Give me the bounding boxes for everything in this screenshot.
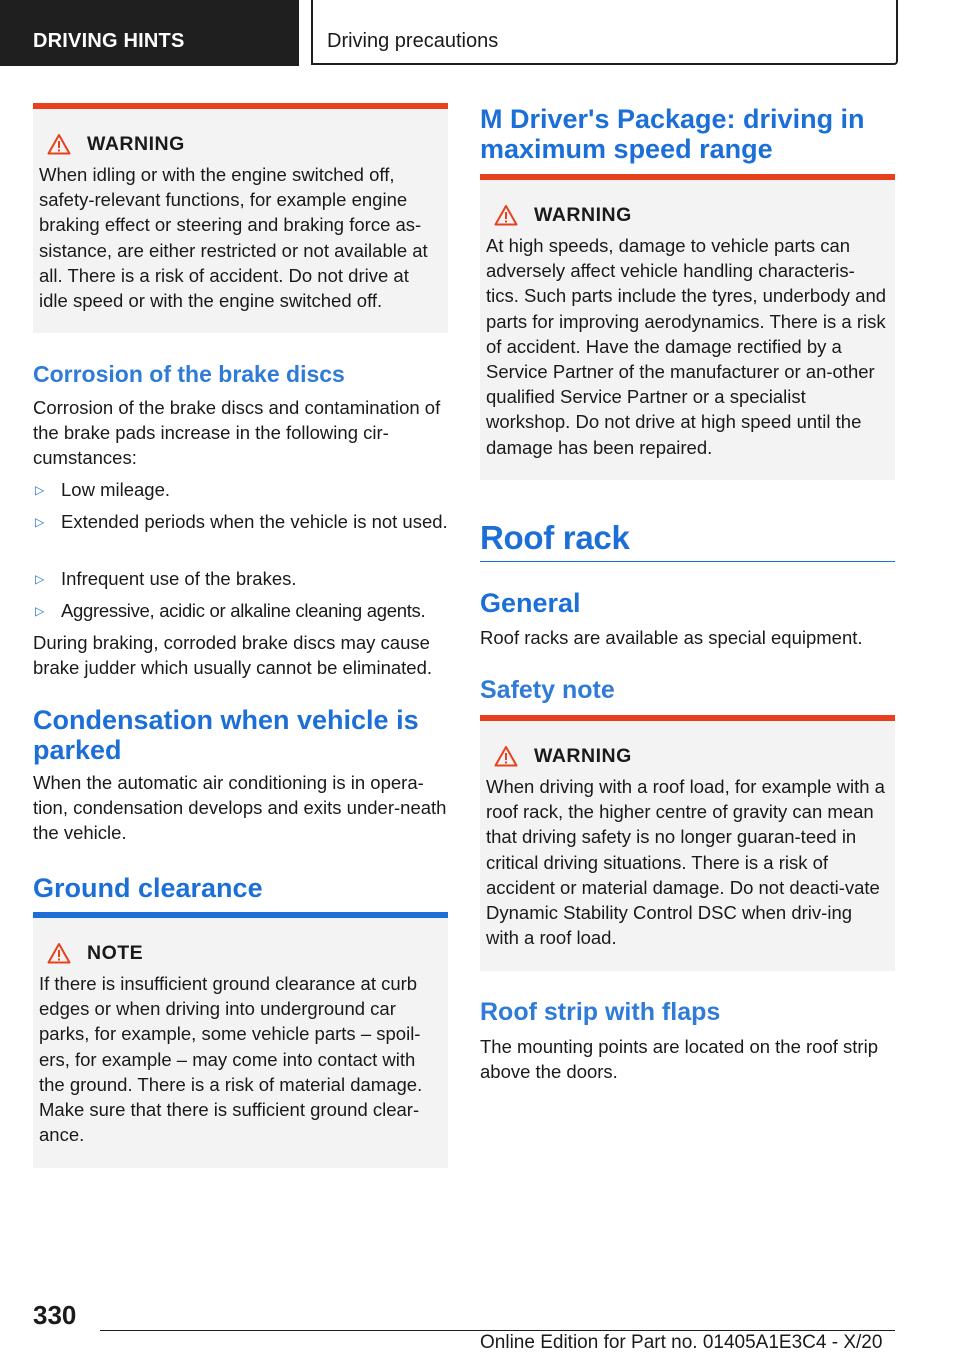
footer-edition: Online Edition for Part no. 01405A1E3C4 - X/20 (480, 1332, 883, 1353)
bullet-triangle-icon: ▷ (35, 483, 45, 497)
heading-condensation: Condensation when vehicle is parked (33, 705, 419, 765)
warning-heading (39, 131, 440, 157)
general-text: Roof racks are available as special equipment. (480, 627, 863, 648)
chapter-tab (311, 0, 898, 65)
list-item: ▷ Aggressive, acidic or alkaline cleaning agents. (33, 598, 448, 623)
heading-corrosion: Corrosion of the brake discs (33, 361, 345, 387)
heading-rule (480, 561, 895, 562)
roof-strip-text: The mounting points are located on the roof strip above the doors. (480, 1036, 878, 1083)
section-title: DRIVING HINTS (33, 30, 185, 52)
warning-text: At high speeds, damage to vehicle parts can adversely affect vehicle handling characteris-tics. Such parts include the tyres, underbody and parts for improving aerodynamics. There is a risk of accident. Have the damage rectified by a Service Partner of the manufacturer or an-other qualified Service Partner or a specialist workshop. Do not drive at high speed until the damage has been repaired. (486, 235, 887, 458)
warning-triangle-icon (494, 745, 518, 767)
warning-text: When idling or with the engine switched off, safety-relevant functions, for example engine braking effect or steering and braking force as-sistance, are either restricted or not available at all. There is a risk of accident. Do not drive at idle speed or with the engine switched off. (39, 164, 428, 312)
warning-label: WARNING (87, 132, 185, 155)
warning-triangle-icon (47, 942, 71, 964)
section-tab (0, 0, 299, 66)
list-item: ▷ Low mileage. (33, 477, 448, 502)
list-item: ▷ Infrequent use of the brakes. (33, 566, 448, 591)
note-label: NOTE (87, 941, 144, 964)
warning-heading (486, 202, 887, 228)
warning-triangle-icon (494, 204, 518, 226)
note-heading (39, 940, 440, 966)
bullet-triangle-icon: ▷ (35, 515, 45, 529)
warning-text: When driving with a roof load, for example with a roof rack, the higher centre of gravity can mean that driving safety is no longer guaran-teed in critical driving situations. There is a risk of accident or material damage. Do not deacti-vate Dynamic Stability Control DSC when driv-ing with a roof load. (486, 776, 885, 949)
chapter-title: Driving precautions (327, 30, 499, 52)
warning-box-high-speed (480, 174, 895, 480)
heading-safety-note: Safety note (480, 676, 615, 704)
bullet-triangle-icon: ▷ (35, 572, 45, 586)
note-text: If there is insufficient ground clearance at curb edges or when driving into underground car parks, for example, some vehicle parts – spoil-ers, for example – may come into contact with the ground. There is a risk of material damage. Make sure that there is sufficient ground clear-ance. (39, 973, 423, 1146)
warning-box-idling (33, 103, 448, 333)
bullet-triangle-icon: ▷ (35, 604, 45, 618)
warning-label: WARNING (534, 203, 632, 226)
corrosion-outro: During braking, corroded brake discs may cause brake judder which usually cannot be eliminated. (33, 632, 433, 679)
corrosion-intro: Corrosion of the brake discs and contamination of the brake pads increase in the following cir-cumstances: (33, 397, 441, 469)
heading-roof-rack: Roof rack (480, 519, 630, 556)
heading-ground-clearance: Ground clearance (33, 873, 263, 903)
page-number: 330 (33, 1300, 77, 1330)
footer-rule (100, 1330, 895, 1331)
condensation-text: When the automatic air conditioning is in opera-tion, condensation develops and exits under-neath the vehicle. (33, 772, 447, 844)
list-item: ▷ Extended periods when the vehicle is not used. (33, 509, 448, 534)
warning-box-roof-load (480, 715, 895, 971)
warning-triangle-icon (47, 133, 71, 155)
warning-heading (486, 743, 887, 769)
heading-roof-strip: Roof strip with flaps (480, 998, 721, 1026)
note-box-ground-clearance (33, 912, 448, 1168)
heading-m-drivers-package: M Driver's Package: driving in maximum speed range (480, 104, 865, 164)
heading-general: General (480, 588, 581, 618)
warning-label: WARNING (534, 744, 632, 767)
